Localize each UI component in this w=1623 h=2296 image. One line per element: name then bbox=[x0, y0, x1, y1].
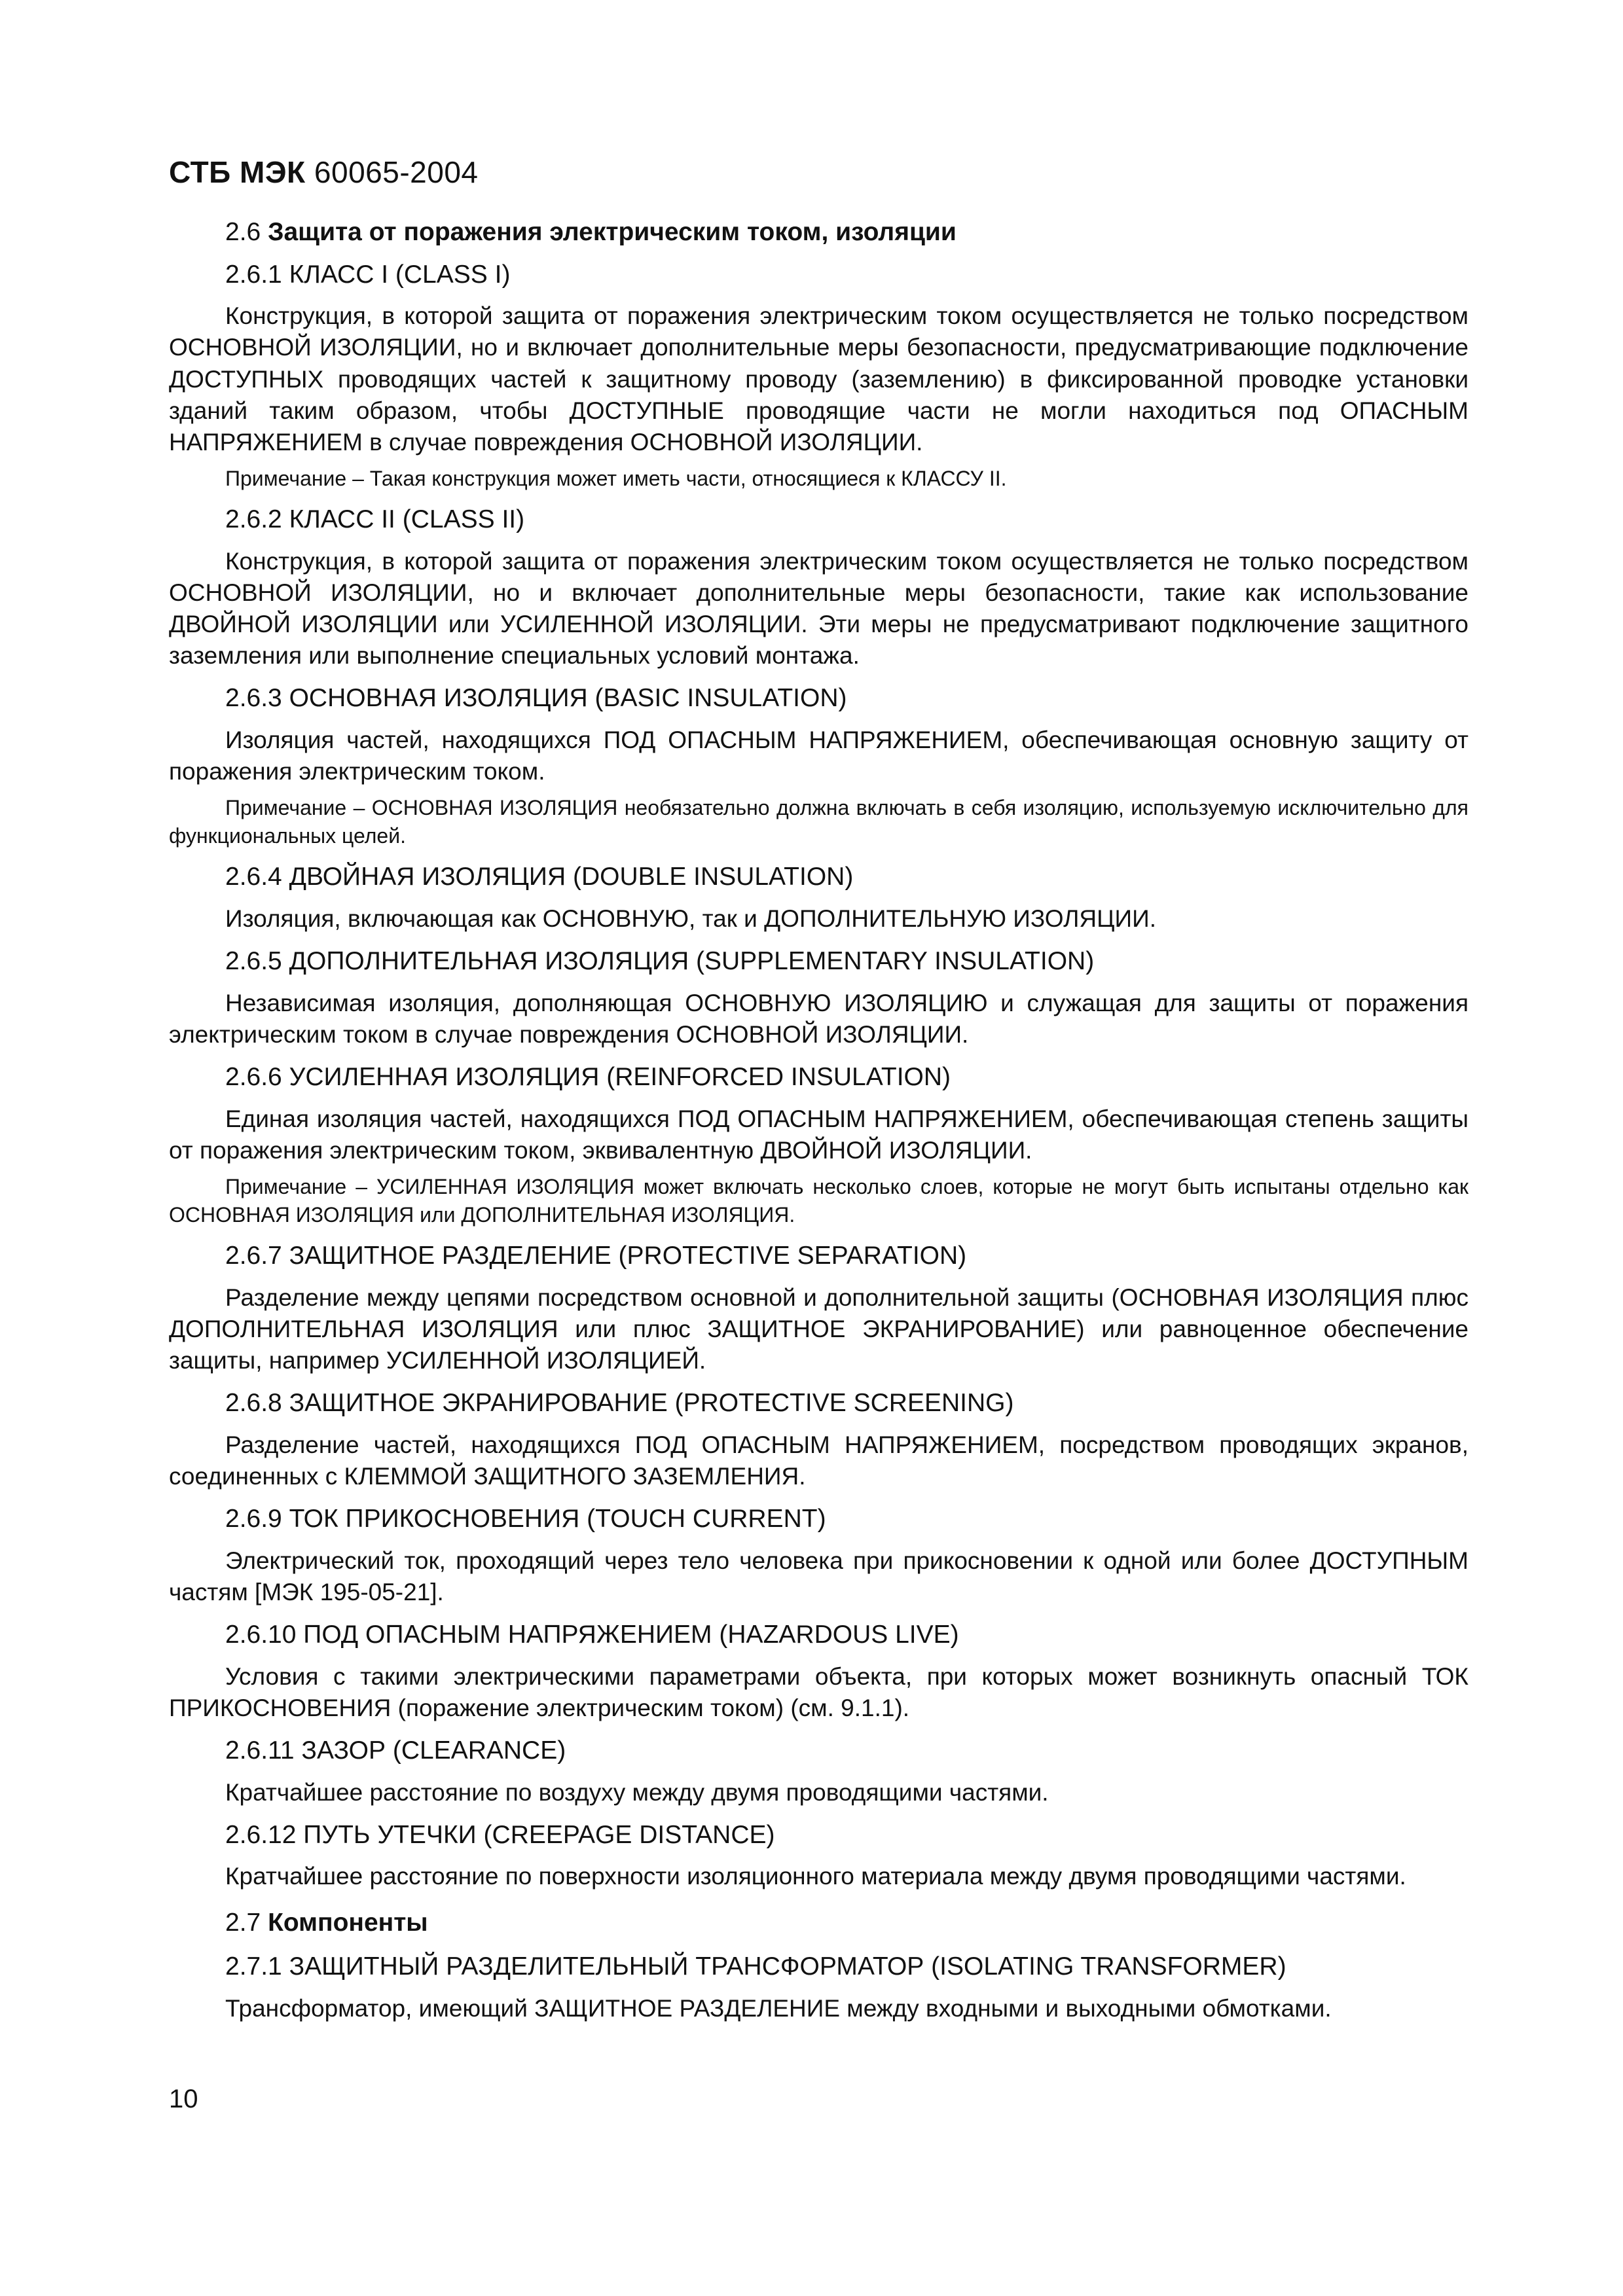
term-note: Примечание – ОСНОВНАЯ ИЗОЛЯЦИЯ необязательно должна включать в себя изоляцию, используемую исключительно для функциональных целей. bbox=[169, 795, 1468, 848]
section-2-6-heading bbox=[225, 216, 1468, 249]
term-definition: Условия с такими электрическими параметрами объекта, при которых может возникнуть опасный ТОК ПРИКОСНОВЕНИЯ (поражение электрическим током) (см. 9.1.1). bbox=[169, 1662, 1468, 1721]
term-name: ПУТЬ УТЕЧКИ bbox=[303, 1820, 477, 1849]
term-number: 2.7.1 bbox=[225, 1952, 282, 1981]
page-number: 10 bbox=[169, 2085, 198, 2113]
term-name-english: (CLASS II) bbox=[402, 505, 525, 534]
term-number: 2.6.11 bbox=[225, 1736, 295, 1765]
term-definition: Кратчайшее расстояние по поверхности изоляционного материала между двумя проводящими частями. bbox=[225, 1863, 1406, 1890]
term-name-english: (ISOLATING TRANSFORMER) bbox=[931, 1952, 1286, 1981]
term-number: 2.6.10 bbox=[225, 1620, 297, 1649]
section-number: 2.7 bbox=[225, 1909, 261, 1937]
term-number: 2.6.7 bbox=[225, 1242, 282, 1270]
term-number: 2.6.2 bbox=[225, 505, 282, 534]
term-name-english: (CLASS I) bbox=[395, 260, 511, 289]
term-name: УСИЛЕННАЯ ИЗОЛЯЦИЯ bbox=[289, 1063, 600, 1091]
section-2-7-heading bbox=[225, 1907, 1468, 1940]
term-heading bbox=[225, 945, 1468, 978]
section-title: Компоненты bbox=[268, 1909, 428, 1937]
term-note: Примечание – УСИЛЕННАЯ ИЗОЛЯЦИЯ может включать несколько слоев, которые не могут быть испытаны отдельно как ОСНОВНАЯ ИЗОЛЯЦИЯ или ДОПОЛНИТЕЛЬНАЯ ИЗОЛЯЦИЯ. bbox=[169, 1174, 1468, 1227]
term-number: 2.6.8 bbox=[225, 1389, 282, 1418]
term-name: ЗАЩИТНОЕ ЭКРАНИРОВАНИЕ bbox=[289, 1389, 668, 1418]
term-heading bbox=[225, 682, 1468, 715]
term-definition: Независимая изоляция, дополняющая ОСНОВНУЮ ИЗОЛЯЦИЮ и служащая для защиты от поражения электрическим током в случае повреждения ОСНОВНОЙ ИЗОЛЯЦИИ. bbox=[169, 989, 1468, 1048]
section-title: Защита от поражения электрическим током, изоляции bbox=[268, 218, 957, 246]
term-name: ДОПОЛНИТЕЛЬНАЯ ИЗОЛЯЦИЯ bbox=[289, 947, 689, 976]
term-heading bbox=[225, 1387, 1468, 1420]
term-name: КЛАСС I bbox=[289, 260, 389, 289]
term-name-english: (CREEPAGE DISTANCE) bbox=[483, 1820, 775, 1849]
term-heading bbox=[225, 1619, 1468, 1652]
term-number: 2.6.9 bbox=[225, 1505, 282, 1534]
term-heading bbox=[225, 1819, 1468, 1852]
term-name-english: (TOUCH CURRENT) bbox=[587, 1505, 826, 1534]
term-number: 2.6.5 bbox=[225, 947, 282, 976]
term-number: 2.6.4 bbox=[225, 863, 282, 891]
term-name-english: (CLEARANCE) bbox=[392, 1736, 566, 1765]
term-number: 2.6.6 bbox=[225, 1063, 282, 1091]
term-name: ПОД ОПАСНЫМ НАПРЯЖЕНИЕМ bbox=[303, 1620, 712, 1649]
term-heading bbox=[225, 1503, 1468, 1536]
term-definition: Конструкция, в которой защита от поражения электрическим током осуществляется не только посредством ОСНОВНОЙ ИЗОЛЯЦИИ, но и включает дополнительные меры безопасности, такие как использование ДВОЙНОЙ ИЗОЛЯЦИИ или УСИЛЕННОЙ ИЗОЛЯЦИИ. Эти меры не предусматривают подключение защитного заземления или выполнение специальных условий монтажа. bbox=[169, 547, 1468, 669]
term-name-english: (BASIC INSULATION) bbox=[594, 684, 847, 713]
term-name: ЗАЩИТНОЕ РАЗДЕЛЕНИЕ bbox=[289, 1242, 611, 1270]
term-name-english: (PROTECTIVE SCREENING) bbox=[674, 1389, 1014, 1418]
term-name: КЛАСС II bbox=[289, 505, 395, 534]
term-number: 2.6.12 bbox=[225, 1820, 297, 1849]
document-body bbox=[169, 216, 1468, 2031]
term-heading bbox=[225, 861, 1468, 894]
term-note: Примечание – Такая конструкция может иметь части, относящиеся к КЛАССУ II. bbox=[225, 466, 1007, 490]
term-definition: Трансформатор, имеющий ЗАЩИТНОЕ РАЗДЕЛЕНИЕ между входными и выходными обмотками. bbox=[225, 1994, 1332, 2022]
term-definition: Конструкция, в которой защита от поражения электрическим током осуществляется не только посредством ОСНОВНОЙ ИЗОЛЯЦИИ, но и включает дополнительные меры безопасности, предусматривающие подключение ДОСТУПНЫХ проводящих частей к защитному проводу (заземлению) в фиксированной проводке установки зданий таким образом, чтобы ДОСТУПНЫЕ проводящие части не могли находиться под ОПАСНЫМ НАПРЯЖЕНИЕМ в случае повреждения ОСНОВНОЙ ИЗОЛЯЦИИ. bbox=[169, 302, 1468, 456]
term-definition: Электрический ток, проходящий через тело человека при прикосновении к одной или более ДОСТУПНЫМ частям [МЭК 195-05-21]. bbox=[169, 1547, 1468, 1605]
document-code bbox=[169, 154, 479, 190]
term-heading bbox=[225, 259, 1468, 292]
term-name-english: (REINFORCED INSULATION) bbox=[606, 1063, 951, 1091]
term-name-english: (SUPPLEMENTARY INSULATION) bbox=[695, 947, 1095, 976]
term-definition: Единая изоляция частей, находящихся ПОД ОПАСНЫМ НАПРЯЖЕНИЕМ, обеспечивающая степень защиты от поражения электрическим током, эквивалентную ДВОЙНОЙ ИЗОЛЯЦИИ. bbox=[169, 1105, 1468, 1164]
term-heading bbox=[225, 503, 1468, 537]
term-number: 2.6.1 bbox=[225, 260, 282, 289]
term-heading bbox=[225, 1061, 1468, 1094]
term-heading bbox=[225, 1950, 1468, 1984]
document-code-prefix: СТБ МЭК bbox=[169, 155, 306, 189]
term-heading bbox=[225, 1734, 1468, 1768]
term-definition: Изоляция, включающая как ОСНОВНУЮ, так и ДОПОЛНИТЕЛЬНУЮ ИЗОЛЯЦИИ. bbox=[225, 905, 1156, 933]
term-definition: Разделение между цепями посредством основной и дополнительной защиты (ОСНОВНАЯ ИЗОЛЯЦИЯ плюс ДОПОЛНИТЕЛЬНАЯ ИЗОЛЯЦИЯ или плюс ЗАЩИТНОЕ ЭКРАНИРОВАНИЕ) или равноценное обеспечение защиты, например УСИЛЕННОЙ ИЗОЛЯЦИЕЙ. bbox=[169, 1283, 1468, 1374]
term-definition: Кратчайшее расстояние по воздуху между двумя проводящими частями. bbox=[225, 1778, 1049, 1806]
document-code-number: 60065-2004 bbox=[314, 155, 479, 189]
term-name-english: (DOUBLE INSULATION) bbox=[572, 863, 854, 891]
term-definition: Изоляция частей, находящихся ПОД ОПАСНЫМ НАПРЯЖЕНИЕМ, обеспечивающая основную защиту от поражения электрическим током. bbox=[169, 726, 1468, 785]
term-name: ЗАЗОР bbox=[301, 1736, 386, 1765]
term-name: ОСНОВНАЯ ИЗОЛЯЦИЯ bbox=[289, 684, 588, 713]
term-definition: Разделение частей, находящихся ПОД ОПАСНЫМ НАПРЯЖЕНИЕМ, посредством проводящих экранов, соединенных с КЛЕММОЙ ЗАЩИТНОГО ЗАЗЕМЛЕНИЯ. bbox=[169, 1431, 1468, 1490]
section-number: 2.6 bbox=[225, 218, 261, 246]
term-number: 2.6.3 bbox=[225, 684, 282, 713]
term-name-english: (HAZARDOUS LIVE) bbox=[719, 1620, 959, 1649]
term-name: ЗАЩИТНЫЙ РАЗДЕЛИТЕЛЬНЫЙ ТРАНСФОРМАТОР bbox=[289, 1952, 924, 1981]
term-name-english: (PROTECTIVE SEPARATION) bbox=[618, 1242, 967, 1270]
term-heading bbox=[225, 1240, 1468, 1273]
term-name: ДВОЙНАЯ ИЗОЛЯЦИЯ bbox=[289, 863, 566, 891]
term-name: ТОК ПРИКОСНОВЕНИЯ bbox=[289, 1505, 580, 1534]
